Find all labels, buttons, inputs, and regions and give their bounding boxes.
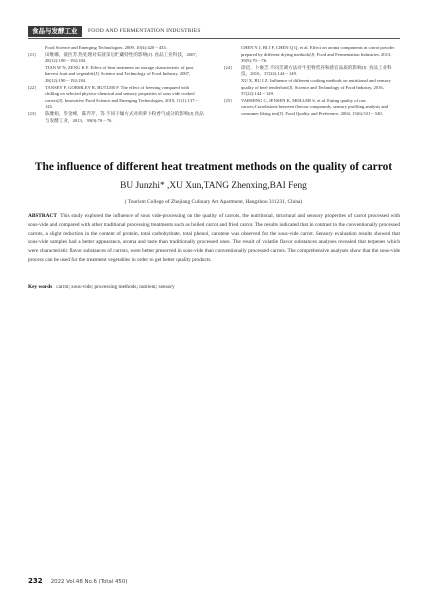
article-authors: BU Junzhi* ,XU Xun,TANG Zhenxing,BAI Feng bbox=[120, 181, 307, 191]
reference-text: 陈雅娟，毕金峰，陈芹芹，等.不同干燥方式对胡萝卜粉香气成分的影响[J].食品与发酵工业，2013，39(9):70－76. bbox=[45, 110, 204, 123]
reference-entry bbox=[224, 98, 400, 118]
reference-text: XU X, BU J Z. Influence of different cooking methods on nutritional and sensory quality of beef tenderloin[J]. Science and Technology of Food Industry, 2016, 37(22):144－149. bbox=[241, 77, 391, 97]
abstract-label: ABSTRACT bbox=[28, 213, 57, 219]
reference-number: [22] bbox=[28, 84, 36, 90]
references-left-column bbox=[28, 45, 204, 124]
reference-text: VARMING C, JENSEN K, MØLLER S, et al. Eating quality of raw carrots;Correlations between flavour compounds, sensory profiling analysis and consumer liking test[J]. Food Quality and Preference, 2004, 15(6):531－540. bbox=[241, 97, 388, 116]
author-affiliation: ( Tourism College of Zhejiang Culinary Art Apartment, Hangzhou 311231, China) bbox=[124, 199, 303, 205]
keywords bbox=[28, 283, 400, 291]
abstract-text: This study explored the influence of sous vide-processing on the quality of carrots, the nutritional, structural and sensory properties of carrot processed with sous-vide and compared with other traditional processing treatments such as boiled carrot and fried carrot. The results indicated that in contrast to the conventionally processed carrots, a slight reduction in the content of protein, total carbohydrate, total phenol, carotene was observed for the sous-vide carrot. Sensory evaluation results showed that sous-vide samples had a better appearance, aroma and taste than traditionally processed ones. The result of volatile flavor substances analyses revealed that terpenes which were characteristic flavor substances of carrots, were better preserved in sous-vide than conventionally processed carrots. The comprehensive analyses show that the sous-vide process can be used for the treatment vegetables in order to get better quality products. bbox=[28, 213, 400, 263]
reference-number: [24] bbox=[224, 64, 232, 70]
journal-name-en: FOOD AND FERMENTATION INDUSTRIES bbox=[88, 28, 201, 34]
reference-text: TANSEY F, GORMLEY R, BUTLER F. The effect of freezing compared with chilling on selected physico-chemical and sensory properties of sous vide cooked carrots[J]. Innovative Food Science and Emerging Technologies, 2010, 11(1):137－145. bbox=[45, 84, 200, 110]
keywords-label: Key words bbox=[28, 284, 53, 290]
journal-name-cn: 食品与发酵工业 bbox=[28, 26, 82, 37]
journal-header bbox=[28, 26, 400, 39]
reference-number: [23] bbox=[28, 110, 36, 116]
reference-entry bbox=[28, 65, 204, 85]
article-title: The influence of different heat treatment methods on the quality of carrot bbox=[34, 161, 393, 173]
reference-entry bbox=[28, 111, 204, 124]
reference-text: Food Science and Emerging Technologies, 2009, 10(4):420－433. bbox=[45, 45, 167, 50]
reference-entry bbox=[28, 45, 204, 52]
abstract bbox=[28, 212, 400, 265]
page-footer bbox=[28, 568, 127, 587]
volume-info: 2022 Vol.48 No.6 (Total 450) bbox=[50, 579, 128, 585]
keywords-text: carrot; sous-vide; processing methods; nutrient; sensory bbox=[56, 284, 175, 290]
reference-entry bbox=[28, 52, 204, 65]
reference-number: [25] bbox=[224, 97, 232, 103]
references-right-column bbox=[224, 45, 400, 118]
reference-entry bbox=[224, 45, 400, 65]
reference-number: [21] bbox=[28, 51, 36, 57]
reference-entry bbox=[28, 85, 204, 111]
reference-text: TIAN W N, ZENG K F. Effect of heat treatment on storage characteristic of post harvest fruit and vegetable[J]. Science and Technology of Food Industry, 2007, 28(12):190－192;184. bbox=[45, 64, 194, 83]
reference-text: 徐迅，卜俊芝.不同烹调方法对牛里脊营养和感官品质的影响[J]. 食品工业科技，2016，37(22):144－149. bbox=[241, 64, 392, 77]
reference-entry bbox=[224, 78, 400, 98]
reference-entry bbox=[224, 65, 400, 78]
page-number: 232 bbox=[28, 577, 43, 585]
reference-text: CHEN Y J, BI J F, CHEN Q Q, et al. Effect on aroma components in carrot powder prepared by different drying methods[J]. Food and Fermentation Industries, 2013, 39(9):70－76. bbox=[241, 45, 395, 64]
reference-text: 田维娜，欲医芳.热处理对采菠采后贮藏特性的影响[J]. 食品工业科技，2007，28(12):190－192;184. bbox=[45, 51, 201, 64]
